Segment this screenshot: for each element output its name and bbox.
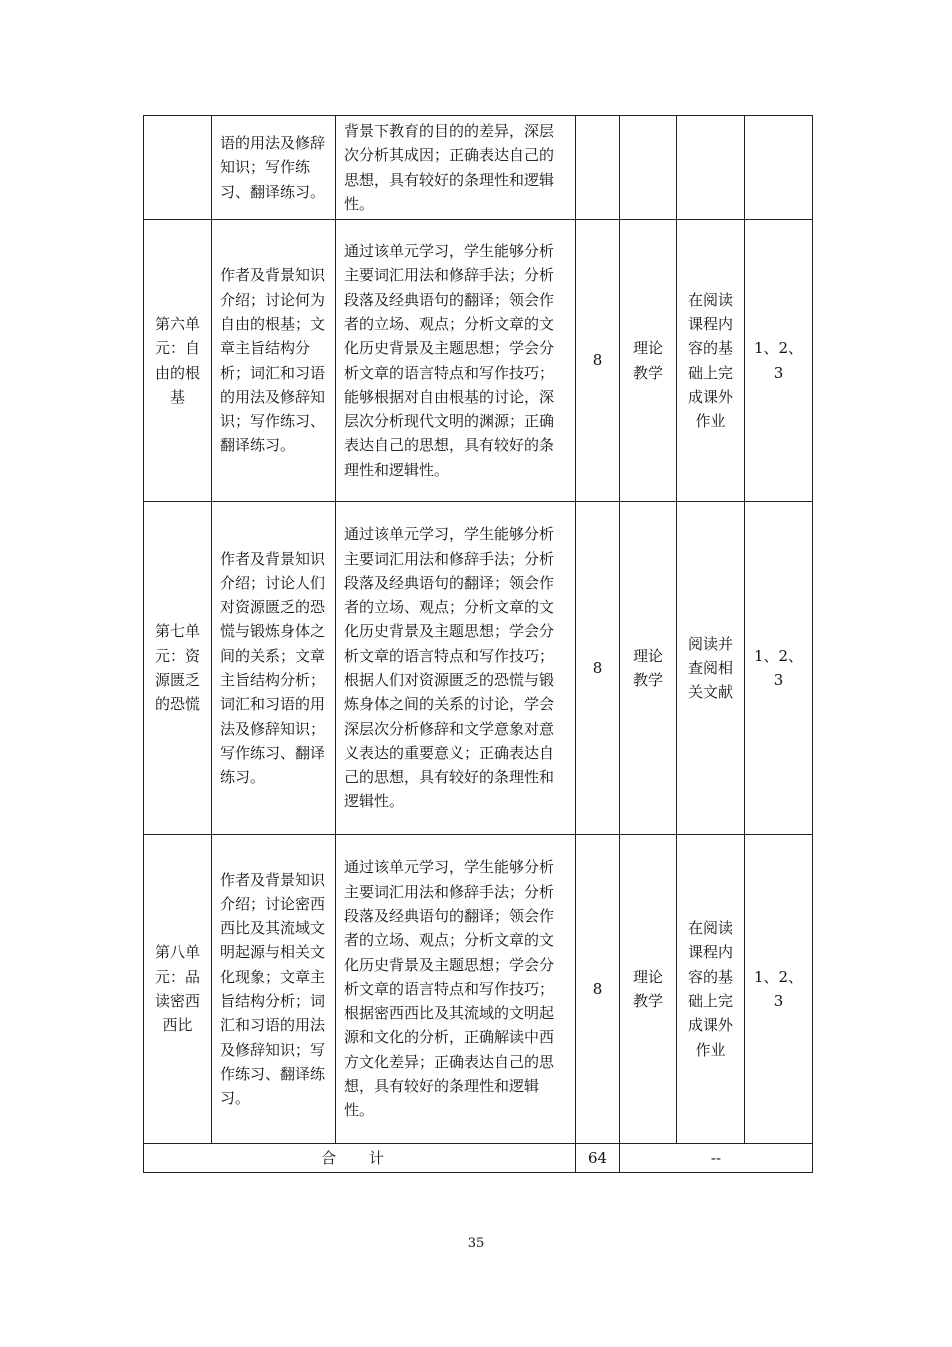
requirement-cell: 在阅读课程内容的基础上完成课外作业 — [677, 220, 745, 502]
method-cell: 理论教学 — [620, 220, 677, 502]
objectives-cell: 通过该单元学习，学生能够分析主要词汇用法和修辞手法；分析段落及经典语句的翻译；领会作者的立场、观点；分析文章的文化历史背景及主题思想；学会分析文章的语言特点和写作技巧；根据密西西比及其流域的文明起源和文化的分析，正确解读中西方文化差异；正确表达自己的思想，具有较好的条理性和逻辑性。 — [336, 835, 576, 1144]
table-row — [144, 116, 813, 220]
table-row — [144, 502, 813, 835]
syllabus-table — [143, 115, 813, 1173]
method-cell: 理论教学 — [620, 502, 677, 835]
total-rest: -- — [620, 1144, 813, 1173]
table-row — [144, 835, 813, 1144]
requirement-cell: 在阅读课程内容的基础上完成课外作业 — [677, 835, 745, 1144]
objectives-cell: 通过该单元学习，学生能够分析主要词汇用法和修辞手法；分析段落及经典语句的翻译；领会作者的立场、观点；分析文章的文化历史背景及主题思想；学会分析文章的语言特点和写作技巧；根据人们对资源匮乏的恐慌与锻炼身体之间的关系的讨论，学会深层次分析修辞和文学意象对意义表达的重要意义；正确表达自己的思想，具有较好的条理性和逻辑性。 — [336, 502, 576, 835]
total-label — [144, 1144, 576, 1173]
unit-cell: 第七单元：资源匮乏的恐慌 — [144, 502, 212, 835]
goals-cell — [745, 116, 813, 220]
method-cell: 理论教学 — [620, 835, 677, 1144]
topic-cell: 作者及背景知识介绍；讨论密西西比及其流域文明起源与相关文化现象；文章主旨结构分析；词汇和习语的用法及修辞知识；写作练习、翻译练习。 — [212, 835, 336, 1144]
requirement-cell: 阅读并查阅相关文献 — [677, 502, 745, 835]
table-row — [144, 220, 813, 502]
hours-cell: 8 — [576, 502, 620, 835]
hours-cell: 8 — [576, 835, 620, 1144]
goals-cell: 1、2、3 — [745, 835, 813, 1144]
total-hours: 64 — [576, 1144, 620, 1173]
requirement-cell — [677, 116, 745, 220]
hours-cell: 8 — [576, 220, 620, 502]
unit-cell: 第八单元：品读密西西比 — [144, 835, 212, 1144]
topic-cell: 作者及背景知识介绍；讨论何为自由的根基；文章主旨结构分析；词汇和习语的用法及修辞知识；写作练习、翻译练习。 — [212, 220, 336, 502]
hours-cell — [576, 116, 620, 220]
topic-cell: 语的用法及修辞知识；写作练习、翻译练习。 — [212, 116, 336, 220]
unit-cell: 第六单元：自由的根基 — [144, 220, 212, 502]
topic-cell: 作者及背景知识介绍；讨论人们对资源匮乏的恐慌与锻炼身体之间的关系；文章主旨结构分析；词汇和习语的用法及修辞知识；写作练习、翻译练习。 — [212, 502, 336, 835]
objectives-cell: 背景下教育的目的的差异，深层次分析其成因；正确表达自己的思想，具有较好的条理性和逻辑性。 — [336, 116, 576, 220]
goals-cell: 1、2、3 — [745, 502, 813, 835]
goals-cell: 1、2、3 — [745, 220, 813, 502]
total-row — [144, 1144, 813, 1173]
total-label-text: 合 计 — [321, 1148, 398, 1167]
objectives-cell: 通过该单元学习，学生能够分析主要词汇用法和修辞手法；分析段落及经典语句的翻译；领会作者的立场、观点；分析文章的文化历史背景及主题思想；学会分析文章的语言特点和写作技巧；能够根据对自由根基的讨论，深层次分析现代文明的渊源；正确表达自己的思想，具有较好的条理性和逻辑性。 — [336, 220, 576, 502]
method-cell — [620, 116, 677, 220]
unit-cell — [144, 116, 212, 220]
page-number: 35 — [467, 1236, 485, 1251]
